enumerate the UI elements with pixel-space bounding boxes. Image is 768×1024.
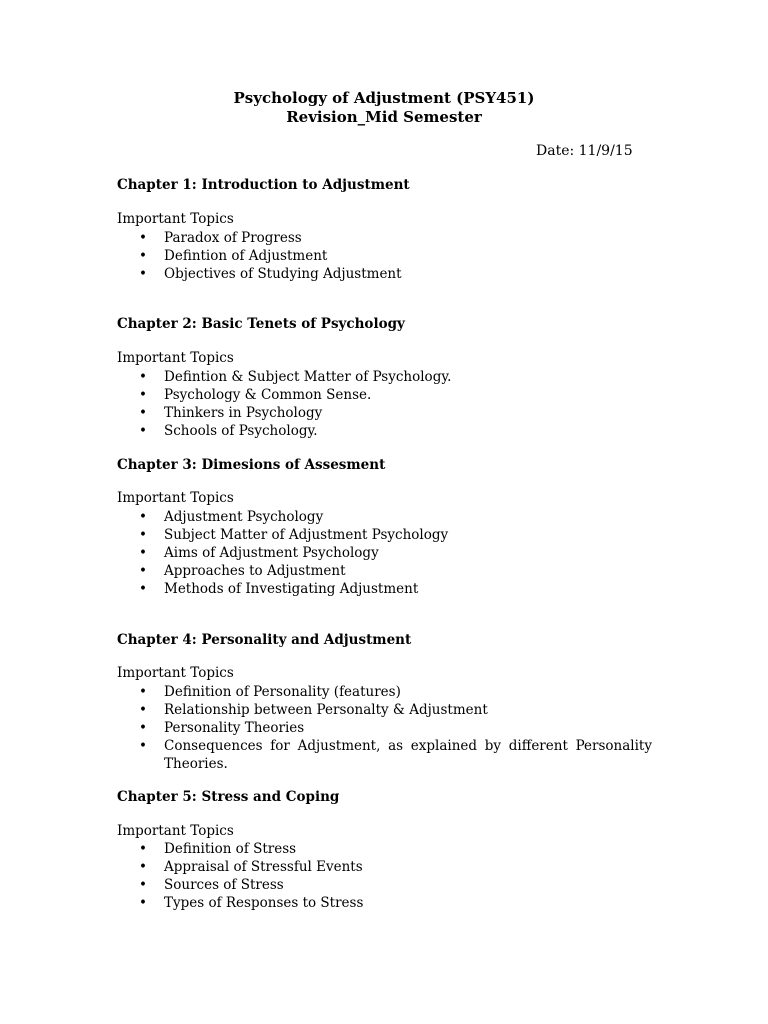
- chapter-2-topics-label: Important Topics: [117, 350, 234, 366]
- bullet-icon: •: [139, 266, 147, 282]
- chapter-1-topic-list: [117, 229, 652, 283]
- chapter-4-heading: Chapter 4: Personality and Adjustment: [117, 632, 412, 648]
- chapter-5-topics-label: Important Topics: [117, 823, 234, 839]
- list-item: • Personality Theories: [139, 720, 305, 736]
- list-item: • Sources of Stress: [139, 877, 284, 893]
- list-item: • Paradox of Progress: [139, 230, 302, 246]
- chapter-4-topic-list: [117, 683, 652, 773]
- bullet-icon: •: [139, 702, 147, 718]
- list-item: • Thinkers in Psychology: [139, 405, 323, 421]
- bullet-icon: •: [139, 545, 147, 561]
- chapter-3-topics-label: Important Topics: [117, 490, 234, 506]
- list-item: • Defintion of Adjustment: [139, 248, 328, 264]
- bullet-icon: •: [139, 581, 147, 597]
- list-item: • Objectives of Studying Adjustment: [139, 266, 402, 282]
- list-item: • Definition of Personality (features): [139, 684, 401, 700]
- bullet-icon: •: [139, 563, 147, 579]
- chapter-5-heading: Chapter 5: Stress and Coping: [117, 789, 340, 805]
- document-date: Date: 11/9/15: [536, 143, 633, 159]
- list-item: • Defintion & Subject Matter of Psychology.: [139, 369, 452, 385]
- bullet-icon: •: [139, 877, 147, 893]
- bullet-icon: •: [139, 738, 147, 754]
- list-item: • Aims of Adjustment Psychology: [139, 545, 379, 561]
- bullet-icon: •: [139, 405, 147, 421]
- list-item: • Methods of Investigating Adjustment: [139, 581, 419, 597]
- bullet-icon: •: [139, 387, 147, 403]
- chapter-3-heading: Chapter 3: Dimesions of Assesment: [117, 457, 386, 473]
- bullet-icon: •: [139, 841, 147, 857]
- list-item: • Schools of Psychology.: [139, 423, 318, 439]
- list-item: • Appraisal of Stressful Events: [139, 859, 363, 875]
- document-subtitle: Revision_Mid Semester: [286, 108, 482, 126]
- list-item: • Subject Matter of Adjustment Psychology: [139, 527, 449, 543]
- chapter-2-heading: Chapter 2: Basic Tenets of Psychology: [117, 316, 405, 332]
- chapter-1-topics-label: Important Topics: [117, 211, 234, 227]
- list-item: • Relationship between Personalty & Adjustment: [139, 702, 488, 718]
- chapter-4-topics-label: Important Topics: [117, 665, 234, 681]
- list-item: • Approaches to Adjustment: [139, 563, 346, 579]
- bullet-icon: •: [139, 230, 147, 246]
- bullet-icon: •: [139, 527, 147, 543]
- list-item: • Types of Responses to Stress: [139, 895, 364, 911]
- bullet-icon: •: [139, 684, 147, 700]
- bullet-icon: •: [139, 859, 147, 875]
- list-item: • Psychology & Common Sense.: [139, 387, 372, 403]
- document-title: Psychology of Adjustment (PSY451): [233, 89, 535, 107]
- chapter-3-topic-list: [117, 508, 652, 598]
- bullet-icon: •: [139, 369, 147, 385]
- bullet-icon: •: [139, 720, 147, 736]
- list-item: • Consequences for Adjustment, as explained by different Personality Theories.: [139, 738, 652, 772]
- list-item: • Definition of Stress: [139, 841, 297, 857]
- chapter-2-topic-list: [117, 368, 652, 440]
- bullet-icon: •: [139, 248, 147, 264]
- bullet-icon: •: [139, 509, 147, 525]
- chapter-1-heading: Chapter 1: Introduction to Adjustment: [117, 177, 410, 193]
- list-item: • Adjustment Psychology: [139, 509, 324, 525]
- bullet-icon: •: [139, 423, 147, 439]
- bullet-icon: •: [139, 895, 147, 911]
- chapter-5-topic-list: [117, 840, 652, 912]
